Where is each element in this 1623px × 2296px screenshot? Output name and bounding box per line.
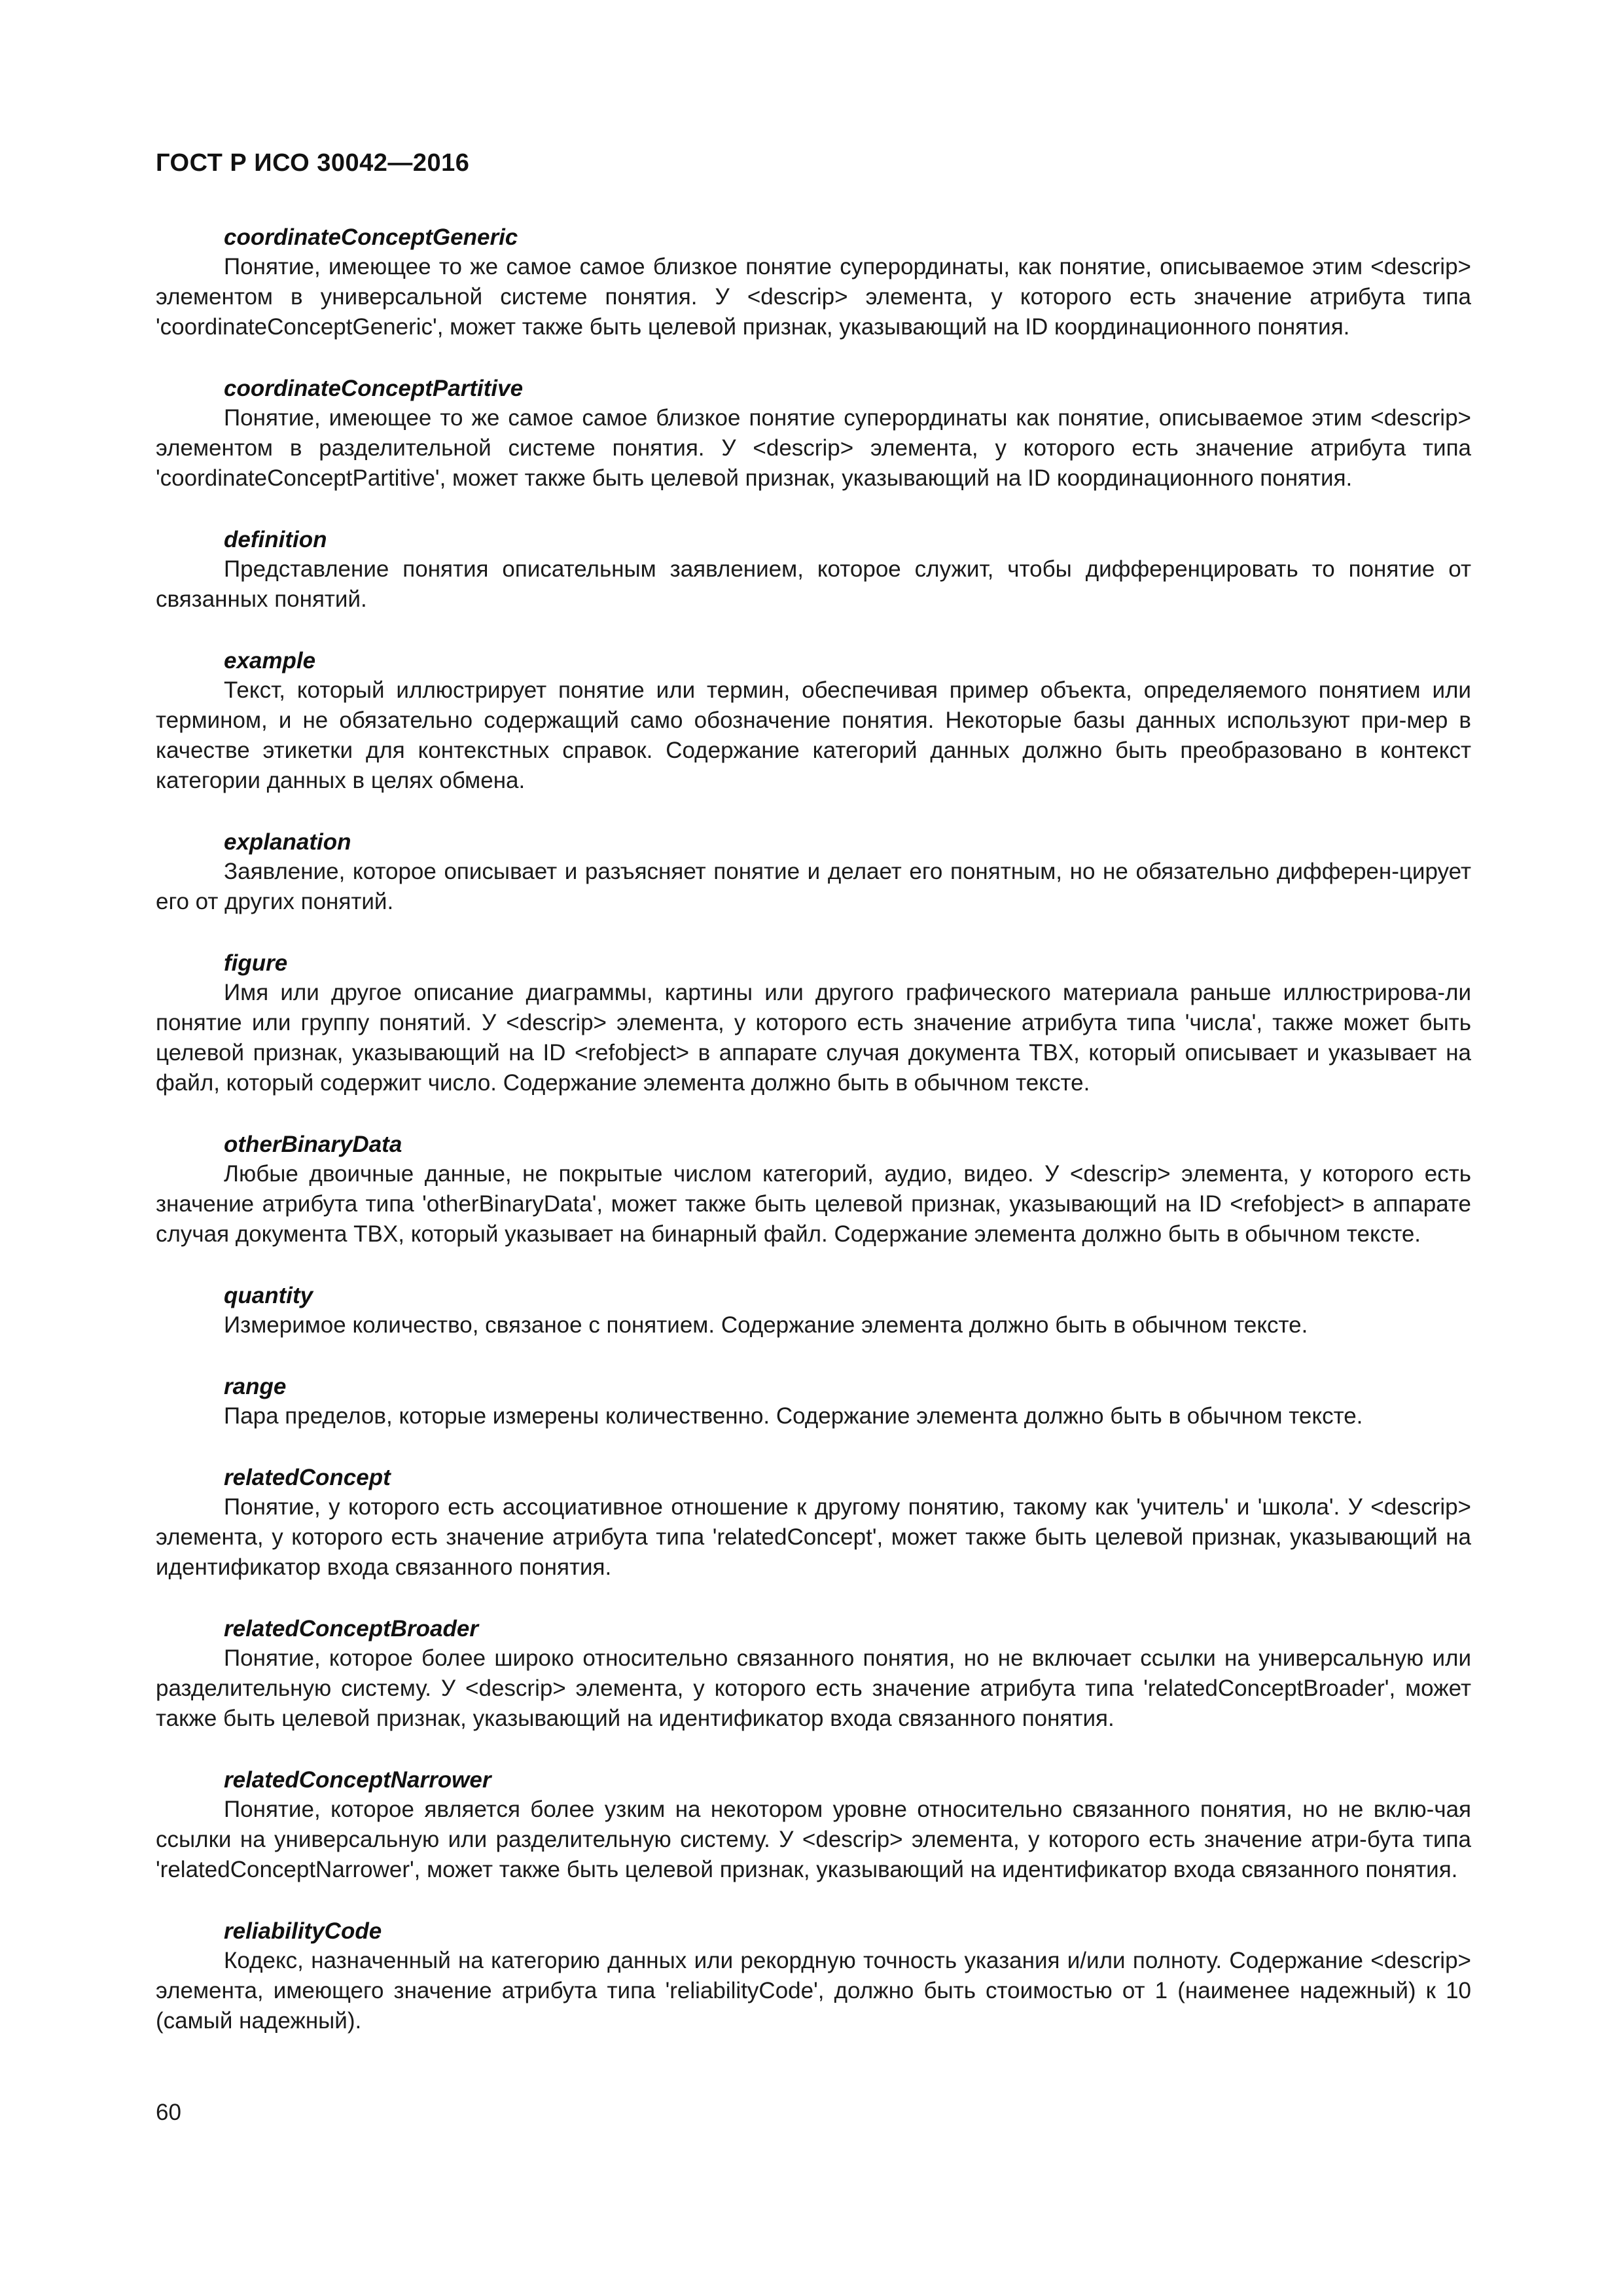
- term-description: Текст, который иллюстрирует понятие или термин, обеспечивая пример объекта, определяемого понятием или термином, и не обязательно содержащий само обозначение понятия. Некоторые базы данных используют при-мер в качестве этикетки для контекстных справок. Содержание категорий данных должно быть преобразовано в контекст категории данных в целях обмена.: [156, 677, 1471, 793]
- definition-entry: [156, 525, 1471, 615]
- term-description: Понятие, у которого есть ассоциативное отношение к другому понятию, такому как 'учитель' и 'школа'. У <descrip> элемента, у которого есть значение атрибута типа 'relatedConcept', может также быть целевой признак, указывающий на идентификатор входа связанного понятия.: [156, 1494, 1471, 1580]
- term-description: Имя или другое описание диаграммы, картины или другого графического материала раньше иллюстрирова-ли понятие или группу понятий. У <descrip> элемента, у которого есть значение атрибута типа 'числа', также может быть целевой признак, указывающий на ID <refobject> в аппарате случая документа TBX, который описывает и указывает на файл, который содержит число. Содержание элемента должно быть в обычном тексте.: [156, 980, 1471, 1096]
- term-title: quantity: [224, 1283, 313, 1308]
- term-title: reliabilityCode: [224, 1918, 382, 1944]
- definition-entry: [156, 1614, 1471, 1734]
- term-description: Заявление, которое описывает и разъясняет понятие и делает его понятным, но не обязательно дифферен-цирует его от других понятий.: [156, 859, 1471, 914]
- page-number: 60: [156, 2100, 181, 2125]
- term-title: coordinateConceptPartitive: [224, 376, 524, 401]
- term-title: figure: [224, 950, 288, 976]
- term-description: Измеримое количество, связаное с понятием. Содержание элемента должно быть в обычном тексте.: [224, 1312, 1308, 1338]
- term-title: coordinateConceptGeneric: [224, 224, 518, 250]
- term-title: otherBinaryData: [224, 1132, 402, 1157]
- definition-entry: [156, 1916, 1471, 2036]
- definitions-list: [156, 223, 1471, 2068]
- definition-entry: [156, 374, 1471, 493]
- term-title: range: [224, 1374, 287, 1399]
- term-description: Понятие, которое более широко относительно связанного понятия, но не включает ссылки на универсальную или разделительную систему. У <descrip> элемента, у которого есть значение атрибута типа 'relatedConceptBroader', может также быть целевой признак, указывающий на идентификатор входа связанного понятия.: [156, 1645, 1471, 1731]
- term-title: explanation: [224, 829, 351, 855]
- term-description: Представление понятия описательным заявлением, которое служит, чтобы дифференцировать то понятие от связанных понятий.: [156, 556, 1471, 612]
- definition-entry: [156, 1372, 1471, 1431]
- definition-entry: [156, 1281, 1471, 1340]
- definition-entry: [156, 1130, 1471, 1249]
- term-description: Понятие, имеющее то же самое самое близкое понятие суперординаты, как понятие, описываемое этим <descrip> элементом в универсальной системе понятия. У <descrip> элемента, у которого есть значение атрибута типа 'coordinateConceptGeneric', может также быть целевой признак, указывающий на ID координационного понятия.: [156, 254, 1471, 340]
- term-description: Кодекс, назначенный на категорию данных или рекордную точность указания и/или полноту. Содержание <descrip> элемента, имеющего значение атрибута типа 'reliabilityCode', должно быть стоимостью от 1 (наименее надежный) к 10 (самый надежный).: [156, 1948, 1471, 2034]
- term-description: Любые двоичные данные, не покрытые числом категорий, аудио, видео. У <descrip> элемента, у которого есть значение атрибута типа 'otherBinaryData', может также быть целевой признак, указывающий на ID <refobject> в аппарате случая документа TBX, который указывает на бинарный файл. Содержание элемента должно быть в обычном тексте.: [156, 1161, 1471, 1247]
- term-description: Понятие, которое является более узким на некотором уровне относительно связанного понятия, но не вклю-чая ссылки на универсальную или разделительную систему. У <descrip> элемента, у которого есть значение атри-бута типа 'relatedConceptNarrower', может также быть целевой признак, указывающий на идентификатор входа связанного понятия.: [156, 1797, 1471, 1882]
- term-description: Понятие, имеющее то же самое самое близкое понятие суперординаты как понятие, описываемое этим <descrip> элементом в разделительной системе понятия. У <descrip> элемента, у которого есть значение атрибута типа 'coordinateConceptPartitive', может также быть целевой признак, указывающий на ID координационного понятия.: [156, 405, 1471, 491]
- term-title: relatedConceptBroader: [224, 1616, 478, 1641]
- definition-entry: [156, 646, 1471, 796]
- term-title: relatedConcept: [224, 1465, 391, 1490]
- definition-entry: [156, 223, 1471, 342]
- document-header-title: ГОСТ Р ИСО 30042—2016: [156, 149, 470, 177]
- definition-entry: [156, 1463, 1471, 1583]
- term-title: example: [224, 648, 316, 673]
- definition-entry: [156, 948, 1471, 1098]
- definition-entry: [156, 827, 1471, 917]
- term-description: Пара пределов, которые измерены количественно. Содержание элемента должно быть в обычном тексте.: [224, 1403, 1363, 1429]
- term-title: relatedConceptNarrower: [224, 1767, 491, 1793]
- definition-entry: [156, 1765, 1471, 1885]
- term-title: definition: [224, 527, 327, 552]
